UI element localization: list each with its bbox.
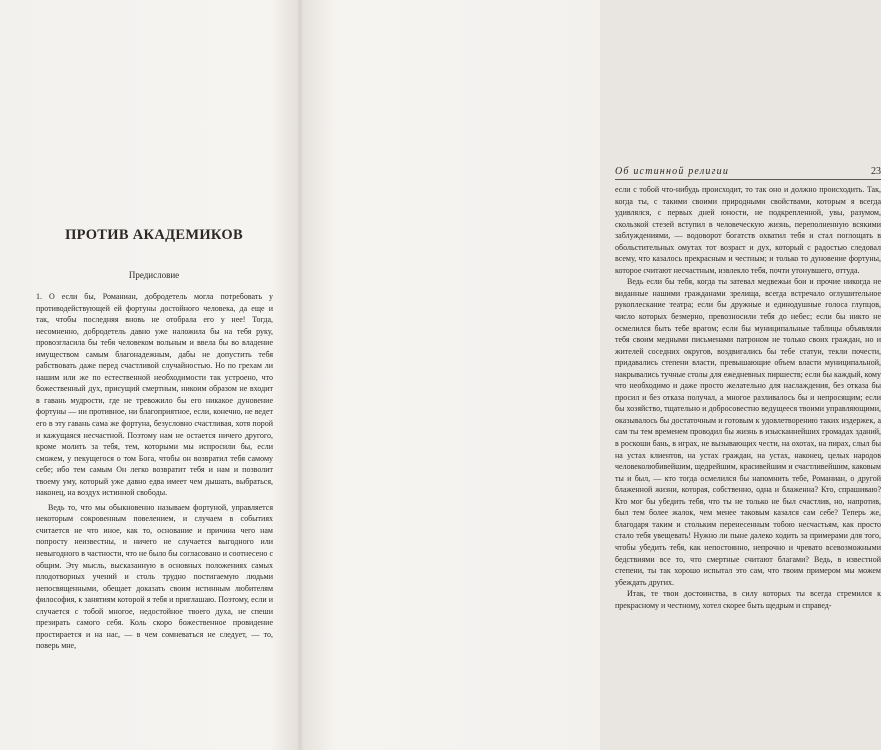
paragraph: 1. О если бы, Романиан, добродетель могла потребовать у противодействующей ей фортуны достойного человека, да еще и так, чтобы последняя вновь не отобрала его у нее! Тогда, несомненно, добродетель давно уже наложила бы на тебя руку, провозгласила бы тебя человеком вольным и ввела бы во владение имуществом самым благонадежным, дабы не допустить тебя рабствовать даже перед счастливой случайностью. Но по грехам ли нашим или же по естественной необходимости так устроено, что божественный дух, присущий смертным, никоим образом не входит в гавань мудрости, где не тревожило бы его никакое дуновение фортуны — ни противное, ни благоприятное, если, конечно, не ведет его в эту гавань сама же фортуна, безусловно счастливая, хотя порой и кажущаяся несчастной. Поэтому нам не остается ничего другого, кроме молить за тебя, тем, которыми мы испросили бы, если сможем, у пекущегося о том Бога, чтобы он возвратил тебя самому себе; ибо тем самым Он легко возвратит тебя и нам и позволит твоему уму, который уже давно едва имеет чем дышать, выбраться, наконец, на воздух истинной свободы. bbox=[36, 292, 273, 498]
right-page-body bbox=[615, 184, 881, 611]
right-page bbox=[300, 0, 881, 750]
paragraph: Ведь если бы тебя, когда ты затевал медвежьи бои и прочие никогда не виданные нашими гражданами зрелища, всегда встречало оглушительное рукоплескание театра; если бы дружные и единодушные голоса глупцов, число которых безмерно, превозносили тебя до небес; если бы никто не осмелился быть тебе врагом; если бы муниципальные таблицы объявляли тебя своим медными письменами патроном не только своих граждан, но и жителей соседних округов, воздвигались бы тебе статуи, текли почести, придавались степени власти, превышающие объем власти муниципальной, накрывались тучные столы для ежедневных пиршеств; если бы каждый, кому что необходимо и даже просто желательно для наслаждения, без отказа бы просил и без отказа получал, а многое разливалось бы и непросящим; если бы хозяйство, тщательно и добросовестно ведущееся твоими управляющими, оказывалось бы достаточным и готовым к удовлетворению таких издержек, а сам ты тем временем проводил бы жизнь в изысканнейших громадах зданий, в роскоши бань, в играх, не вызывающих чести, на охотах, на пирах, слыл бы на устах клиентов, на устах граждан, на устах, наконец, целых народов человеколюбивейшим, щедрейшим, красивейшим и счастливейшим, каковым ты и был, — кто тогда осмелился бы напомнить тебе, Романиан, о другой блаженной жизни, которая, собственно, одна и блаженна? Кто, спрашиваю? Кто мог бы убедить тебя, что ты не только не был счастлив, но, напротив, был тем более жалок, чем менее таковым казался сам себе? Теперь же, благодаря таким и стольким перенесенным тобою несчастьям, как просто стало тебя увещевать! Нужно ли пыне далеко ходить за примерами для того, чтобы убедить тебя, как непостоянно, непрочно и чревато всевозможными бедствиями все то, что смертные считают благами? Ведь, в известной степени, ты так хорошо испытал это сам, что твоим примером мы можем убеждать других. bbox=[615, 277, 881, 587]
left-page-body bbox=[36, 291, 273, 652]
chapter-title: ПРОТИВ АКАДЕМИКОВ bbox=[65, 227, 243, 243]
paragraph: Ведь то, что мы обыкновенно называем фортуной, управляется некоторым сокровенным повелением, и случаем в событиях считается не что иное, как то, основание и причина чего нам попросту неизвестны, и ничего не случается выгодного или невыгодного в частности, что не было бы согласовано и соотнесено с общим. Эту мысль, высказанную в основных положениях самых плодотворных учений и столь трудно постигаемую людьми непосвященными, обещает доказать своим истинным любителям философия, к занятиям которой я тебя и приглашаю. Поэтому, если и случается с тобой многое, недостойное твоего духа, не спеши презирать самого себя. Коль скоро божественное провидение простирается и на нас, — в чем сомневаться не следует, — то, поверь мне, bbox=[36, 502, 273, 651]
page-number: 23 bbox=[871, 166, 881, 177]
paragraph: если с тобой что-нибудь происходит, то так оно и должно происходить. Так, когда ты, с такими своими природными свойствами, которым я всегда удивлялся, с первых дней юности, не подкрепленной, увы, разумом, скользкой стезей вступил в человеческую жизнь, переполненную всякими заблуждениями, — водоворот богатств охватил тебя и стал поглощать в обольстительных омутах тот возраст и дух, который с радостью следовал всему, что казалось прекрасным и честным; и только то дуновение фортуны, которое считают несчастным, извлекло тебя, почти утонувшего, оттуда. bbox=[615, 185, 881, 275]
running-title: Об истинной религии bbox=[615, 166, 730, 177]
left-page bbox=[0, 0, 300, 750]
section-title: Предисловие bbox=[128, 270, 180, 280]
running-head bbox=[615, 166, 881, 180]
paragraph: Итак, те твои достоинства, в силу которых ты всегда стремился к прекрасному и честному, хотел скорее быть щедрым и справед- bbox=[615, 589, 881, 610]
